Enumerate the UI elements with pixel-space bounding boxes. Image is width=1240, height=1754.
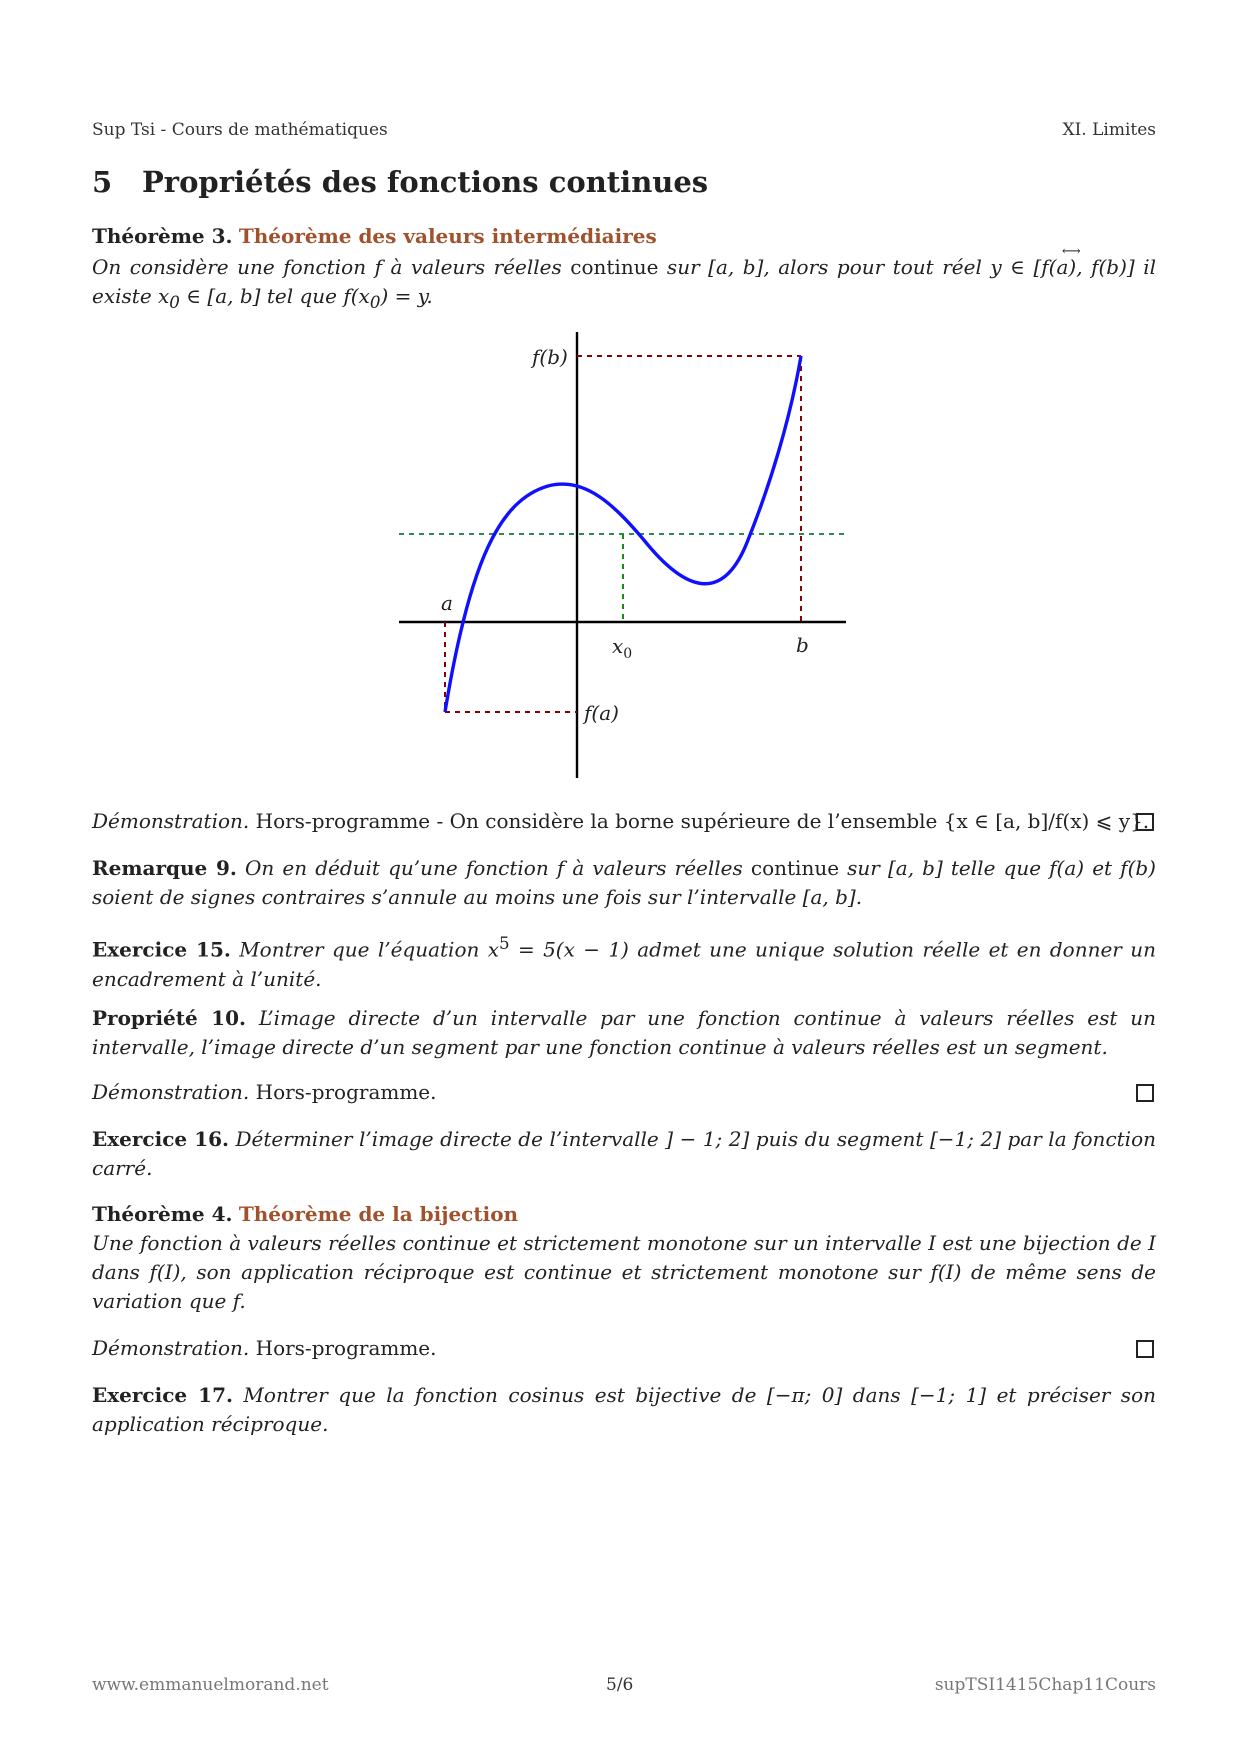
label-a: a (441, 591, 453, 615)
label-fb: f(b) (532, 345, 568, 369)
theorem-4-title: Théorème de la bijection (238, 1202, 519, 1226)
label-x0-main: x (612, 634, 624, 658)
theorem-3-sub-1: 0 (369, 293, 381, 312)
demonstration-3 (92, 1334, 1156, 1363)
label-x0 (612, 634, 632, 662)
theorem-3-label: Théorème 3. (92, 224, 233, 248)
theorem-4-statement: Une fonction à valeurs réelles continue et strictement monotone sur un intervalle I est une bijection de I dans f(I), son application réciproque est continue et strictement monotone sur f(I) de même sens de variation que f. (92, 1231, 1156, 1313)
footer-document-id: supTSI1415Chap11Cours (934, 1675, 1156, 1695)
exercise-15-text-2: = 5(x − 1) admet une unique solution réelle et en donner un encadrement à l’unité. (92, 937, 1156, 991)
theorem-3-text-2: sur [a, b], alors pour tout réel y ∈ [f(a), f(b)] il existe x (92, 255, 1156, 308)
demonstration-1-text: Hors-programme - On considère la borne supérieure de l’ensemble {x ∈ [a, b]/f(x) ⩽ y}. (249, 809, 1150, 833)
theorem-3-text-3: ∈ [a, b] tel que f(x (179, 284, 370, 308)
qed-square-icon (1136, 813, 1154, 831)
footer-website: www.emmanuelmorand.net (92, 1675, 329, 1695)
exercise-15-exponent: 5 (499, 934, 510, 953)
remark-9 (92, 854, 1156, 912)
theorem-4-label: Théorème 4. (92, 1202, 233, 1226)
section-number: 5 (92, 165, 113, 199)
theorem-3-text-1: On considère une fonction f à valeurs réelles (92, 255, 571, 279)
demonstration-3-label: Démonstration. (92, 1336, 250, 1360)
exercise-15 (92, 929, 1156, 994)
demonstration-2-label: Démonstration. (92, 1080, 250, 1104)
header-course: Sup Tsi - Cours de mathématiques (92, 120, 388, 140)
demonstration-2-text: Hors-programme. (249, 1080, 437, 1104)
property-10-label: Propriété 10. (92, 1006, 246, 1030)
label-x0-sub: 0 (623, 646, 633, 662)
exercise-15-text-1: Montrer que l’équation x (230, 937, 499, 962)
theorem-3-sub-0: 0 (169, 293, 180, 312)
remark-9-text-continue: continue (750, 856, 840, 880)
demonstration-1-label: Démonstration. (92, 809, 250, 833)
footer-page-number: 5/6 (606, 1675, 634, 1695)
exercise-17-text: Montrer que la fonction cosinus est bijective de [−π; 0] dans [−1; 1] et préciser son application réciproque. (92, 1383, 1156, 1436)
exercise-16-label: Exercice 16. (92, 1127, 230, 1151)
label-b: b (796, 633, 809, 657)
theorem-3-text-continue: continue (570, 255, 659, 279)
exercise-15-label: Exercice 15. (92, 937, 231, 962)
demonstration-1 (92, 807, 1156, 836)
interval-arrow-icon: ⟷ (1062, 244, 1081, 259)
theorem-3-title: Théorème des valeurs intermédiaires (238, 224, 657, 248)
qed-square-icon (1136, 1340, 1154, 1358)
qed-square-icon (1136, 1084, 1154, 1102)
theorem-3-text-4: ) = y. (380, 284, 433, 308)
exercise-16-text: Déterminer l’image directe de l’intervalle ] − 1; 2] puis du segment [−1; 2] par la fonction carré. (92, 1127, 1156, 1180)
remark-9-label: Remarque 9. (92, 856, 237, 880)
exercise-17-label: Exercice 17. (92, 1383, 233, 1407)
theorem-4 (92, 1200, 1156, 1316)
label-fa: f(a) (584, 701, 619, 725)
exercise-16 (92, 1125, 1156, 1183)
remark-9-text-2: sur [a, b] telle que f(a) et f(b) soient de signes contraires s’annule au moins une fois sur l’intervalle [a, b]. (92, 856, 1156, 909)
header-chapter: XI. Limites (1062, 120, 1156, 140)
demonstration-3-text: Hors-programme. (249, 1336, 437, 1360)
property-10-text: L’image directe d’un intervalle par une fonction continue à valeurs réelles est un intervalle, l’image directe d’un segment par une fonction continue à valeurs réelles est un segment. (92, 1006, 1156, 1059)
section-title: Propriétés des fonctions continues (142, 165, 709, 199)
exercise-17 (92, 1381, 1156, 1439)
demonstration-2 (92, 1078, 1156, 1107)
property-10 (92, 1004, 1156, 1062)
remark-9-text-1: On en déduit qu’une fonction f à valeurs réelles (236, 856, 751, 880)
